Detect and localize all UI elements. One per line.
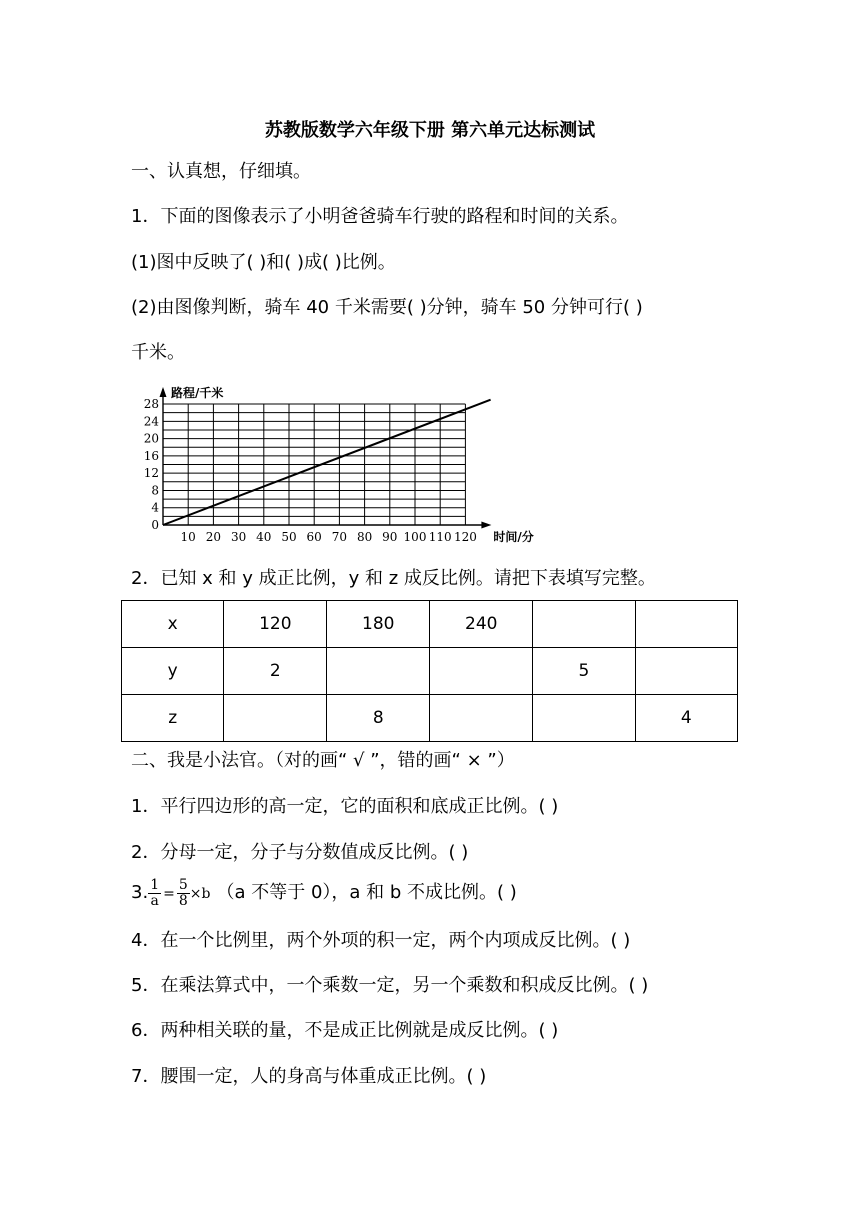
table-cell: z xyxy=(122,695,224,742)
section2-heading: 二、我是小法官。（对的画“ √ ”，错的画“ × ”） xyxy=(131,750,515,771)
x-tick-label: 30 xyxy=(230,530,247,544)
table-cell[interactable] xyxy=(430,648,533,695)
x-tick-label: 60 xyxy=(306,530,322,544)
table-cell: 8 xyxy=(327,695,430,742)
table-cell[interactable] xyxy=(635,648,737,695)
table-cell[interactable] xyxy=(327,648,430,695)
x-tick-label: 80 xyxy=(356,530,373,544)
times-b: ×b xyxy=(189,886,211,902)
judge-item-2: 2．分母一定，分子与分数值成反比例。( ) xyxy=(131,842,469,863)
x-axis-arrow xyxy=(481,522,491,529)
proportion-table xyxy=(121,600,738,742)
table-cell[interactable] xyxy=(635,601,737,648)
table-cell: x xyxy=(122,601,224,648)
table-cell: 4 xyxy=(635,695,737,742)
y-tick-label: 8 xyxy=(151,483,159,498)
y-tick-label: 28 xyxy=(143,397,159,412)
fraction-1-over-a xyxy=(148,878,161,909)
judge-item-5: 5．在乘法算式中，一个乘数一定，另一个乘数和积成反比例。( ) xyxy=(131,975,649,996)
question-1-2-cont: 千米。 xyxy=(131,342,185,363)
equals-sign: = xyxy=(163,886,175,902)
x-tick-label: 20 xyxy=(205,530,222,544)
y-tick-label: 20 xyxy=(143,431,159,446)
y-tick-label: 4 xyxy=(151,500,159,515)
fraction-numerator: 5 xyxy=(178,876,188,893)
x-tick-label: 100 xyxy=(403,530,427,544)
table-cell: 240 xyxy=(430,601,533,648)
judge-item-4: 4．在一个比例里，两个外项的积一定，两个内项成反比例。( ) xyxy=(131,930,631,951)
table-row xyxy=(122,648,738,695)
table-cell[interactable] xyxy=(533,601,635,648)
y-axis-label: 路程/千米 xyxy=(171,386,224,400)
x-tick-label: 40 xyxy=(256,530,272,544)
judge-item-6: 6．两种相关联的量，不是成正比例就是成反比例。( ) xyxy=(131,1020,559,1041)
fraction-denominator: a xyxy=(150,892,159,909)
table-row xyxy=(122,601,738,648)
x-tick-label: 90 xyxy=(382,530,398,544)
table-row xyxy=(122,695,738,742)
table-cell[interactable] xyxy=(224,695,327,742)
judge-item-3-suffix: （a 不等于 0），a 和 b 不成比例。( ) xyxy=(216,882,517,903)
y-tick-label: 24 xyxy=(143,414,159,429)
judge-item-1: 1．平行四边形的高一定，它的面积和底成正比例。( ) xyxy=(131,796,559,817)
table-cell: 180 xyxy=(327,601,430,648)
x-tick-label: 10 xyxy=(180,530,196,544)
page-title: 苏教版数学六年级下册 第六单元达标测试 xyxy=(264,120,596,141)
table-cell: 120 xyxy=(224,601,327,648)
x-tick-label: 110 xyxy=(428,530,452,544)
judge-item-7: 7．腰围一定，人的身高与体重成正比例。( ) xyxy=(131,1066,487,1087)
y-axis-arrow xyxy=(160,387,167,397)
question-1-1: (1)图中反映了( )和( )成( )比例。 xyxy=(131,252,396,273)
table-cell: 5 xyxy=(533,648,635,695)
table-cell: 2 xyxy=(224,648,327,695)
x-tick-label: 70 xyxy=(331,530,348,544)
y-tick-label: 12 xyxy=(143,466,159,481)
distance-time-chart xyxy=(130,375,550,550)
y-tick-label: 0 xyxy=(151,518,159,532)
question-1: 1．下面的图像表示了小明爸爸骑车行驶的路程和时间的关系。 xyxy=(131,206,629,227)
series-line xyxy=(163,400,491,525)
section1-heading: 一、认真想，仔细填。 xyxy=(131,161,311,182)
question-2: 2．已知 x 和 y 成正比例，y 和 z 成反比例。请把下表填写完整。 xyxy=(131,568,656,589)
x-tick-label: 120 xyxy=(453,530,477,544)
x-axis-label: 时间/分 xyxy=(493,530,534,544)
table-cell: y xyxy=(122,648,224,695)
fraction-numerator: 1 xyxy=(150,876,160,893)
judge-item-3-prefix: 3. xyxy=(131,882,149,903)
table-cell[interactable] xyxy=(533,695,635,742)
question-1-2: (2)由图像判断，骑车 40 千米需要( )分钟，骑车 50 分钟可行( ) xyxy=(131,297,643,318)
x-tick-label: 50 xyxy=(281,530,297,544)
fraction-5-over-8 xyxy=(177,878,190,909)
fraction-denominator: 8 xyxy=(178,892,188,909)
judge-item-3 xyxy=(131,876,517,911)
table-cell[interactable] xyxy=(430,695,533,742)
y-tick-label: 16 xyxy=(143,448,159,463)
